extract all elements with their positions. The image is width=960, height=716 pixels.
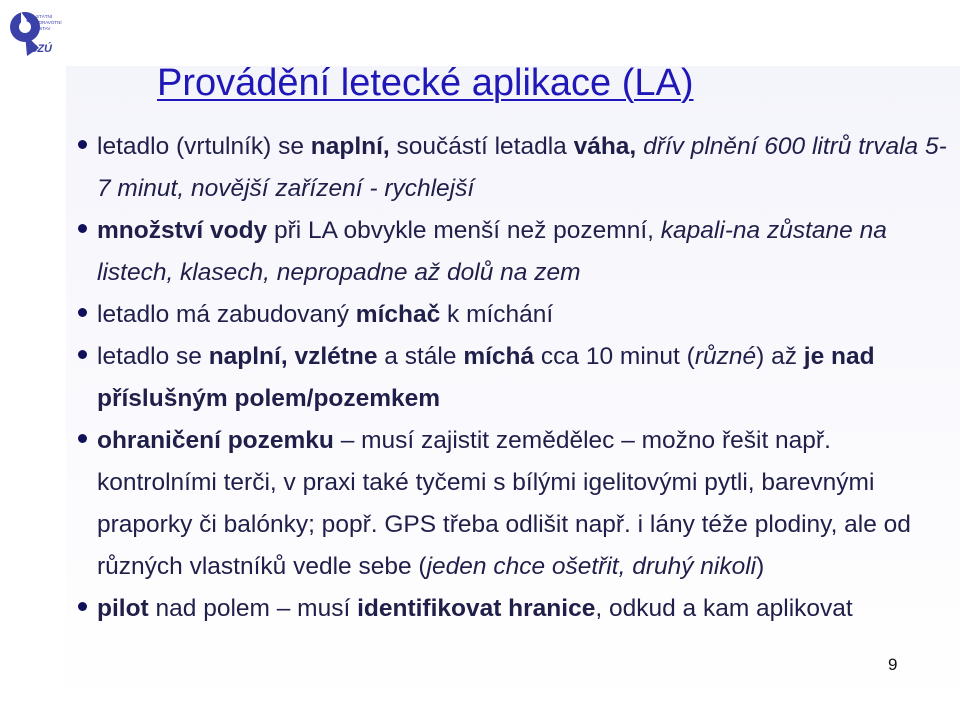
bullet-text: různé (694, 343, 757, 370)
bullet-dot-icon (78, 224, 87, 233)
bullet-text: letadlo má zabudovaný (97, 301, 356, 328)
bullet-text: jeden chce ošetřit, druhý nikoli (426, 553, 757, 580)
bullet-item (78, 294, 948, 336)
szu-logo (6, 6, 66, 64)
bullet-text: ) (756, 553, 765, 580)
bullet-text: naplní, (310, 133, 390, 160)
bullet-text: kapali-na zůstane na listech, klasech, nepropadne až dolů na zem (97, 217, 887, 286)
bullet-text: je nad příslušným polem/pozemkem (97, 343, 875, 412)
bullet-item (78, 588, 948, 630)
bullet-dot-icon (78, 308, 87, 317)
page-number: 9 (888, 655, 898, 674)
bullet-text: a stále (377, 343, 464, 370)
bullet-text: při LA obvykle menší než pozemní, (267, 217, 661, 244)
bullet-text: , odkud a kam aplikovat (595, 595, 853, 622)
slide-title: Provádění letecké aplikace (LA) (157, 62, 694, 104)
bullet-text: dřív plnění 600 litrů trvala 5-7 minut, novější zařízení - rychlejší (97, 133, 947, 202)
bullet-text: cca 10 minut ( (534, 343, 695, 370)
bullet-item (78, 126, 948, 210)
bullet-item (78, 210, 948, 294)
logo-line-1: STÁTNÍ (36, 14, 53, 19)
bullet-dot-icon (78, 434, 87, 443)
bullet-text: váha, (573, 133, 637, 160)
logo-line-2: ZDRAVOTNÍ (36, 20, 62, 25)
bullet-dot-icon (78, 140, 87, 149)
bullet-text: – musí zajistit zemědělec – možno řešit např. kontrolními terči, v praxi také tyčemi s bílými igelitovými pytli, barevnými praporky či balónky; popř. GPS třeba odlišit např. i lány téže plodiny, ale od různých vlastníků vedle sebe ( (97, 427, 911, 580)
bullet-text: nad polem – musí (148, 595, 358, 622)
bullet-text: míchač (355, 301, 441, 328)
bullet-text: k míchání (440, 301, 554, 328)
bullet-item (78, 336, 948, 420)
bullet-dot-icon (78, 602, 87, 611)
bullet-dot-icon (78, 350, 87, 359)
header-band (0, 0, 960, 66)
bullet-text: míchá (463, 343, 535, 370)
bullet-text: součástí letadla (389, 133, 574, 160)
bullet-text: množství vody (97, 217, 268, 244)
logo-line-3: ÚSTAV (36, 26, 51, 31)
logo-mark: SZÚ (30, 43, 52, 55)
bullet-text: pilot (97, 595, 149, 622)
bullet-text: letadlo (vrtulník) se (97, 133, 311, 160)
bullet-text: naplní, vzlétne (208, 343, 378, 370)
bullet-list (78, 126, 948, 630)
bullet-item (78, 420, 948, 588)
bullet-text: ohraničení pozemku (97, 427, 334, 454)
bullet-text: ) až (756, 343, 804, 370)
bullet-text: letadlo se (97, 343, 209, 370)
bullet-text: identifikovat hranice (357, 595, 596, 622)
